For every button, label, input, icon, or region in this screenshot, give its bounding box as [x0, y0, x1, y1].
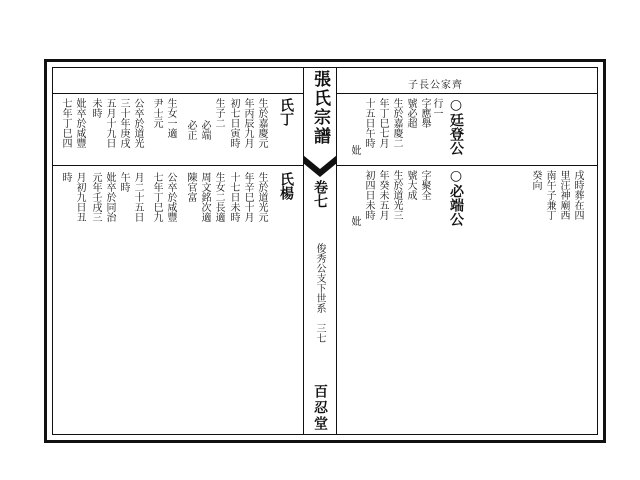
burial-line: 里汪神廟西 [558, 170, 569, 220]
bio-line: 妣卒於同治 [104, 172, 115, 222]
lineage-link-text: 行一 [431, 98, 442, 118]
bio-line: 午時 [118, 172, 129, 192]
bio-line: 陳官富 [185, 172, 196, 202]
bio-line: 初四日未時 [363, 170, 374, 220]
bio-line: 年癸未五月 [377, 170, 388, 220]
header-rule-left [52, 93, 303, 94]
person-name-tingdeng: ○廷登公 [448, 97, 464, 155]
bio-line: 妣 [349, 145, 360, 155]
bio-line: 妣 [349, 216, 360, 226]
bio-line: 十七日未時 [228, 172, 239, 222]
bio-line: 元年壬戌三 [90, 172, 101, 222]
bio-line: 號必超 [405, 98, 416, 128]
bio-line: 號大成 [405, 170, 416, 200]
mid-rule-left [52, 165, 303, 166]
bio-line: 初七日寅時 [228, 98, 239, 148]
volume-label: 卷七 [312, 180, 328, 208]
bio-line: 周文銘次適 [199, 172, 210, 222]
burial-line: 南午子兼丁 [544, 170, 555, 220]
spouse-label-yang: 氏楊 [278, 172, 294, 200]
bio-line: 公卒於道光 [132, 98, 143, 148]
bio-line: 生於嘉慶二 [391, 98, 402, 148]
bio-line: 十五日午時 [363, 98, 374, 148]
burial-line: 戌時葬在四 [572, 170, 583, 220]
mid-rule-right [337, 165, 598, 166]
bio-line: 五月十九日 [104, 98, 115, 148]
bio-line: 七年丁巳四 [60, 98, 71, 148]
bio-line: 年丁巳七月 [377, 98, 388, 148]
bio-line: 生子二 [213, 98, 224, 128]
burial-line: 癸向 [530, 170, 541, 190]
bio-line: 年丙辰九月 [242, 98, 253, 148]
right-page-header: 子長公家齊 [408, 80, 463, 91]
bio-line: 三十年庚戌 [118, 98, 129, 148]
bio-line: 月二十五日 [132, 172, 143, 222]
hall-name: 百忍堂 [312, 384, 328, 432]
chevron-ornament-icon [303, 155, 337, 177]
bio-line: 公卒於咸豐 [165, 172, 176, 222]
book-title: 張氏宗譜 [310, 70, 330, 146]
bio-line: 必正 [185, 120, 196, 140]
bio-line: 時 [60, 172, 71, 182]
bio-line: 未時 [90, 98, 101, 118]
bio-line: 生於嘉慶元 [256, 98, 267, 148]
bio-line: 字聚全 [419, 170, 430, 200]
header-rule-right [337, 93, 598, 94]
bio-line: 字應舉 [419, 98, 430, 128]
bio-line: 妣卒於咸豐 [74, 98, 85, 148]
bio-line: 必端 [199, 120, 210, 140]
section-subtitle: 俊秀公支下世系 三七 [314, 243, 325, 343]
bio-line: 生於道光元 [256, 172, 267, 222]
bio-line: 生女一適 [165, 98, 176, 138]
bio-line: 年辛巳十月 [242, 172, 253, 222]
bio-line: 尹士元 [151, 98, 162, 128]
bio-line: 七年丁巳九 [151, 172, 162, 222]
bio-line: 生女二長適 [213, 172, 224, 222]
spouse-label-ding: 氏丁 [278, 98, 294, 126]
bio-line: 月初九日丑 [74, 172, 85, 222]
person-name-biduan: ○必端公 [448, 168, 464, 226]
bio-line: 生於道光三 [391, 170, 402, 220]
